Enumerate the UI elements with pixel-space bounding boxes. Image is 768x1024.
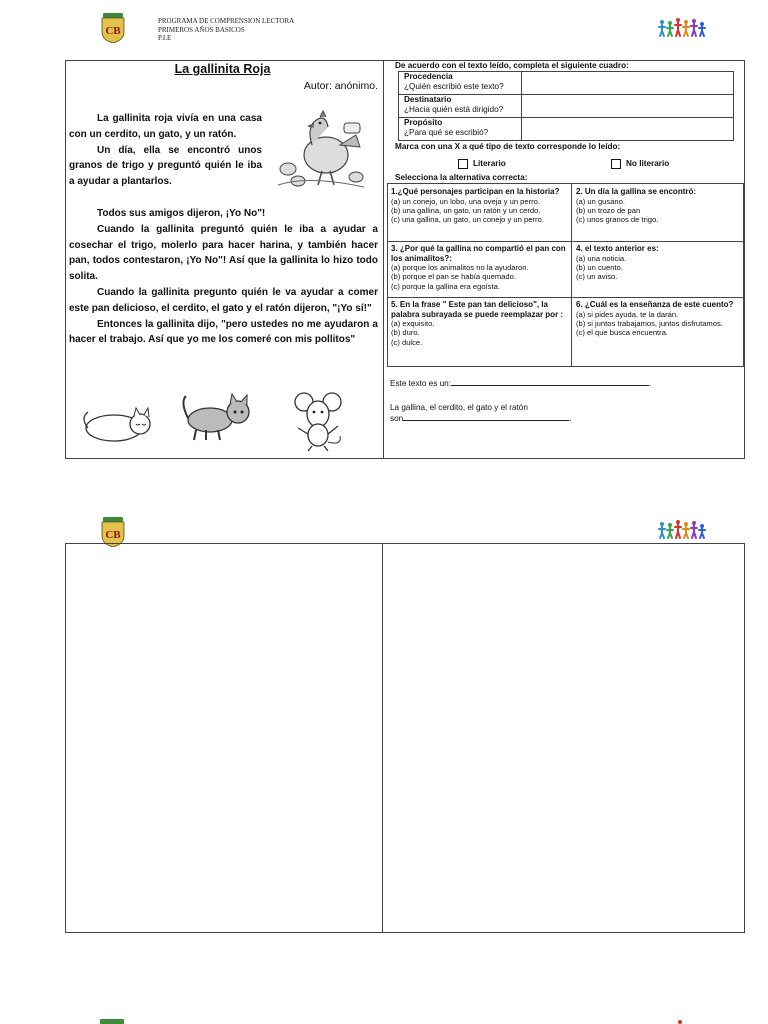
answer-option[interactable]: (a) un gusano.: [576, 196, 625, 206]
questions-grid: [387, 183, 744, 367]
question-title: 1.¿Qué personajes participan en la historia?: [391, 187, 560, 196]
logo-text: CB: [105, 25, 121, 37]
story-text-top: [69, 111, 262, 190]
answer-cell[interactable]: [522, 72, 734, 95]
literary-checkbox[interactable]: [458, 159, 468, 169]
answer-option[interactable]: (c) un aviso.: [576, 272, 618, 281]
hen-illustration: [268, 105, 374, 193]
info-label: Propósito: [404, 118, 443, 127]
answer-option[interactable]: (b) si juntos trabajamos, juntos disfrutamos.: [576, 318, 723, 328]
answer-option[interactable]: (b) duro.: [391, 328, 420, 338]
question-3: [391, 244, 566, 291]
answer-option[interactable]: (c) unos granos de trigo.: [576, 215, 659, 224]
fill-text-type-label: Este texto es un:: [390, 379, 451, 388]
fill-text-type-blank[interactable]: [451, 385, 649, 386]
info-label-cell: [399, 72, 522, 95]
info-row: [399, 72, 734, 95]
question-title: 2. Un día la gallina se encontró:: [576, 187, 697, 196]
program-line: P.I.E: [158, 34, 172, 42]
question-title: 6. ¿Cuál es la enseñanza de este cuento?: [576, 300, 734, 309]
question-title: 3. ¿Por qué la gallina no compartió el pan con los animalitos?:: [391, 244, 566, 263]
fill-characters-end: son: [390, 414, 404, 423]
answer-cell[interactable]: [522, 95, 734, 118]
question-title: 5. En la frase " Este pan tan delicioso", la palabra subrayada se puede reemplazar por :: [391, 300, 564, 319]
info-label: Procedencia: [404, 72, 453, 81]
story-text-bottom: [69, 206, 378, 348]
children-group-icon: [658, 518, 706, 540]
story-paragraph: Todos sus amigos dijeron, ¡Yo No"!: [97, 208, 266, 219]
answer-option[interactable]: (b) un trozo de pan: [576, 205, 641, 215]
info-label-cell: [399, 95, 522, 118]
info-question: ¿Quién escribió este texto?: [404, 82, 504, 91]
answer-option[interactable]: (a) un conejo, un lobo, una oveja y un perro.: [391, 196, 541, 206]
gray-cat-illustration: [180, 392, 254, 442]
story-paragraph: Cuando la gallinita preguntó quién le iba a ayudar a cosechar el trigo, molerlo para hacer harina, y también hacer pan, todos contestaron, ¡Yo No"! Así que la gallinita lo hizo todo solita.: [69, 223, 378, 283]
children-group-icon: [658, 16, 706, 38]
answer-option[interactable]: (c) dulce.: [391, 337, 423, 347]
info-table: [398, 71, 734, 141]
mouse-illustration: [290, 390, 346, 452]
program-line: PROGRAMA DE COMPRENSION LECTORA: [158, 17, 295, 25]
school-crest-logo: [100, 13, 126, 43]
question-1: [391, 187, 566, 224]
question-title: 4. el texto anterior es:: [576, 244, 659, 253]
question-4: [576, 244, 741, 281]
fill-characters: La gallina, el cerdito, el gato y el ratón son .: [390, 403, 572, 423]
answer-option[interactable]: (b) porque el pan se había quemado.: [391, 272, 516, 282]
answer-option[interactable]: (c) el que busca encuentra.: [576, 328, 669, 337]
story-paragraph: Cuando la gallinita pregunto quién le va ayudar a comer este pan delicioso, el cerdito, el gato y el ratón dijeron, "¡Yo sí!": [69, 286, 378, 314]
answer-cell[interactable]: [522, 118, 734, 141]
option-literary: [458, 159, 506, 169]
instruction-select: Selecciona la alternativa correcta:: [395, 173, 528, 182]
fill-characters-blank[interactable]: [403, 420, 569, 421]
answer-option[interactable]: (a) si pides ayuda, te la darán.: [576, 309, 679, 319]
instruction-text-type: Marca con una X a qué tipo de texto corresponde lo leído:: [395, 142, 621, 151]
nonliterary-label: No literario: [626, 159, 670, 169]
cat-lying-illustration: [80, 398, 156, 446]
answer-option[interactable]: (a) una noticia.: [576, 253, 627, 263]
answer-option[interactable]: (a) exquisito.: [391, 319, 435, 329]
school-crest-logo-partial: [100, 1019, 124, 1024]
instruction-complete-table: De acuerdo con el texto leído, completa el siguiente cuadro:: [395, 61, 629, 70]
story-paragraph: La gallinita roja vivía en una casa con un cerdito, un gato, y un ratón.: [69, 113, 262, 140]
answer-option[interactable]: (a) porque los animalitos no la ayudaron.: [391, 263, 529, 273]
logo-text: CB: [105, 529, 121, 541]
question-6: [576, 300, 741, 337]
option-nonliterary: [611, 159, 669, 169]
story-paragraph: Entonces la gallinita dijo, "pero ustedes no me ayudaron a hacer el trabajo. Así que yo me los comeré con mis pollitos": [69, 318, 378, 346]
children-group-icon-partial: [678, 1020, 682, 1024]
fill-characters-label: La gallina, el cerdito, el gato y el ratón: [390, 403, 528, 412]
answer-option[interactable]: (b) una gallina, un gato, un ratón y un cerdo.: [391, 205, 541, 215]
answer-option[interactable]: (c) una gallina, un gato, un conejo y un perro.: [391, 215, 544, 224]
info-question: ¿Hacia quién está dirigido?: [404, 105, 504, 114]
program-line: PRIMEROS AÑOS BASICOS: [158, 25, 245, 34]
nonliterary-checkbox[interactable]: [611, 159, 621, 169]
question-2: [576, 187, 741, 224]
blank-worksheet-frame: [65, 543, 745, 933]
answer-option[interactable]: (b) un cuento.: [576, 262, 623, 272]
answer-option[interactable]: (c) porque la gallina era egoísta.: [391, 281, 500, 291]
info-question: ¿Para qué se escribió?: [404, 128, 489, 137]
program-header: [158, 17, 294, 43]
info-row: [399, 118, 734, 141]
story-paragraph: Un día, ella se encontró unos granos de trigo y preguntó quién le iba a ayudar a plantarlos.: [69, 144, 262, 188]
story-title: La gallinita Roja: [174, 62, 271, 76]
literary-label: Literario: [473, 159, 506, 169]
story-author: Autor: anónimo.: [303, 80, 378, 92]
fill-text-type: Este texto es un: .: [390, 379, 652, 388]
info-label-cell: [399, 118, 522, 141]
question-5: [391, 300, 566, 347]
info-label: Destinatario: [404, 95, 452, 104]
info-row: [399, 95, 734, 118]
